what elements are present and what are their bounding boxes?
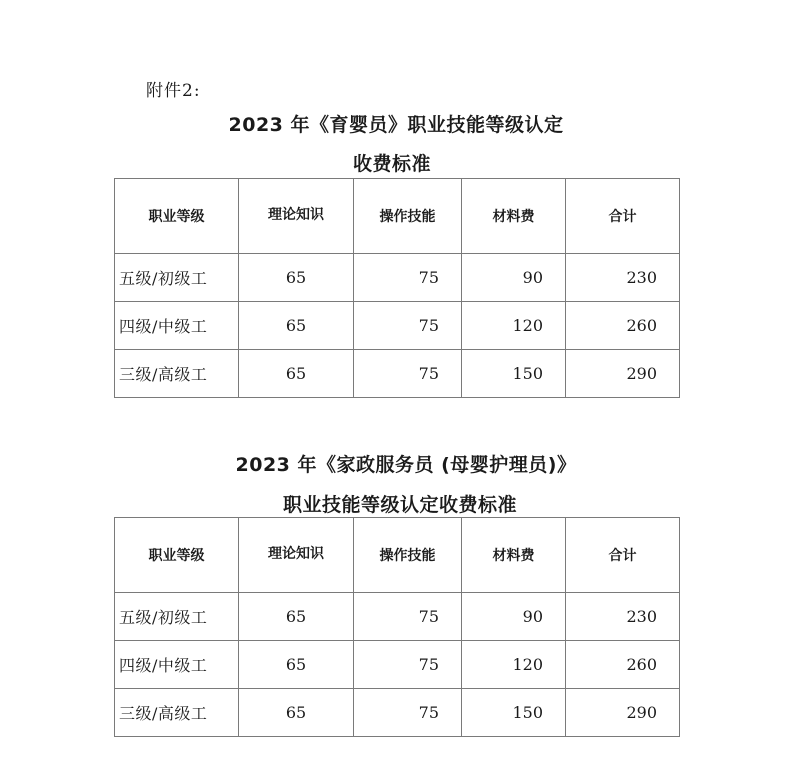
cell-skill: 75 [354, 254, 462, 302]
header-skill: 操作技能 [354, 518, 462, 593]
fee-table-domestic-service [114, 517, 680, 737]
section1-title-line2: 收费标准 [352, 153, 431, 175]
fee-table-childcare [114, 178, 680, 398]
cell-theory: 65 [239, 350, 354, 398]
cell-level: 四级/中级工 [115, 302, 239, 350]
header-material: 材料费 [462, 179, 566, 254]
table-header-row [115, 518, 680, 593]
cell-total: 260 [566, 302, 680, 350]
table-row [115, 254, 680, 302]
cell-skill: 75 [354, 302, 462, 350]
cell-level: 四级/中级工 [115, 641, 239, 689]
cell-level: 五级/初级工 [115, 254, 239, 302]
attachment-label: 附件2: [146, 81, 201, 101]
cell-material: 90 [462, 254, 566, 302]
cell-skill: 75 [354, 641, 462, 689]
cell-theory: 65 [239, 641, 354, 689]
table-row [115, 641, 680, 689]
cell-skill: 75 [354, 689, 462, 737]
cell-theory: 65 [239, 254, 354, 302]
section2-title-line2: 职业技能等级认定收费标准 [282, 494, 517, 516]
cell-material: 120 [462, 302, 566, 350]
cell-level: 三级/高级工 [115, 350, 239, 398]
cell-skill: 75 [354, 593, 462, 641]
cell-theory: 65 [239, 593, 354, 641]
header-total: 合计 [566, 179, 680, 254]
header-theory: 理论知识 [239, 179, 354, 254]
header-total: 合计 [566, 518, 680, 593]
section1-title-line1: 2023 年《育婴员》职业技能等级认定 [228, 114, 564, 136]
cell-total: 290 [566, 350, 680, 398]
header-skill: 操作技能 [354, 179, 462, 254]
table-row [115, 593, 680, 641]
cell-material: 150 [462, 689, 566, 737]
table-row [115, 302, 680, 350]
header-level: 职业等级 [115, 179, 239, 254]
cell-level: 三级/高级工 [115, 689, 239, 737]
cell-material: 120 [462, 641, 566, 689]
table-row [115, 350, 680, 398]
cell-material: 150 [462, 350, 566, 398]
cell-total: 230 [566, 593, 680, 641]
cell-theory: 65 [239, 302, 354, 350]
table-header-row [115, 179, 680, 254]
header-theory: 理论知识 [239, 518, 354, 593]
cell-material: 90 [462, 593, 566, 641]
cell-total: 230 [566, 254, 680, 302]
cell-total: 260 [566, 641, 680, 689]
table-row [115, 689, 680, 737]
cell-theory: 65 [239, 689, 354, 737]
section2-title-line1: 2023 年《家政服务员 (母婴护理员)》 [235, 454, 577, 476]
header-level: 职业等级 [115, 518, 239, 593]
cell-skill: 75 [354, 350, 462, 398]
header-material: 材料费 [462, 518, 566, 593]
cell-level: 五级/初级工 [115, 593, 239, 641]
cell-total: 290 [566, 689, 680, 737]
